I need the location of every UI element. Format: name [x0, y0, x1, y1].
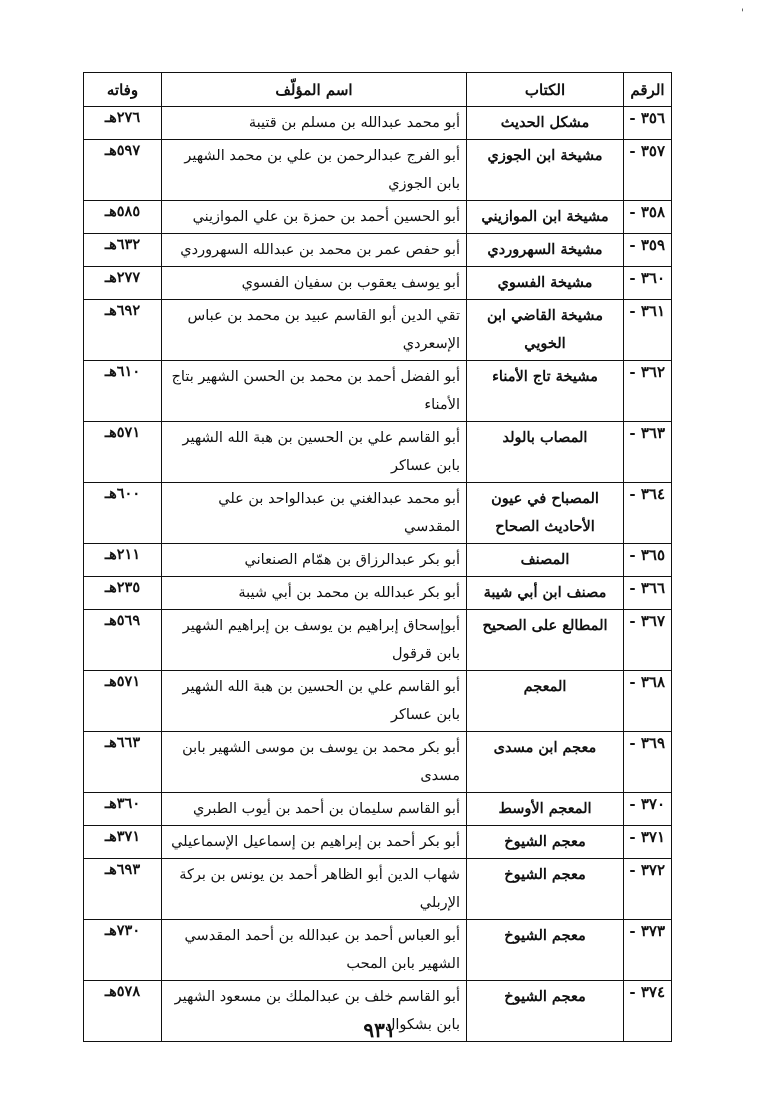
references-table	[83, 72, 672, 1042]
table-row	[84, 422, 672, 483]
row-author: أبو القاسم سليمان بن أحمد بن أيوب الطبري	[162, 793, 467, 826]
row-book: معجم الشيوخ	[467, 981, 624, 1042]
row-death: ٢٧٧هـ	[84, 267, 162, 300]
row-author: تقي الدين أبو القاسم عبيد بن محمد بن عباس الإسعردي	[162, 300, 467, 361]
row-number: ٣٥٧ -	[624, 140, 672, 201]
row-author: أبو يوسف يعقوب بن سفيان الفسوي	[162, 267, 467, 300]
table-row	[84, 140, 672, 201]
row-death: ٦٩٣هـ	[84, 859, 162, 920]
row-book: مصنف ابن أبي شيبة	[467, 577, 624, 610]
row-death: ٥٨٥هـ	[84, 201, 162, 234]
table-row	[84, 361, 672, 422]
row-author: أبو بكر محمد بن يوسف بن موسى الشهير بابن مسدى	[162, 732, 467, 793]
row-author: أبو بكر عبدالله بن محمد بن أبي شيبة	[162, 577, 467, 610]
row-number: ٣٧٠ -	[624, 793, 672, 826]
row-book: المصنف	[467, 544, 624, 577]
row-author: أبوإسحاق إبراهيم بن يوسف بن إبراهيم الشهير بابن قرقول	[162, 610, 467, 671]
row-number: ٣٦٤ -	[624, 483, 672, 544]
row-book: معجم الشيوخ	[467, 826, 624, 859]
row-number: ٣٦٦ -	[624, 577, 672, 610]
row-book: مشيخة ابن الموازيني	[467, 201, 624, 234]
row-number: ٣٦٠ -	[624, 267, 672, 300]
row-death: ٦١٠هـ	[84, 361, 162, 422]
row-number: ٣٥٩ -	[624, 234, 672, 267]
row-death: ٥٧٨هـ	[84, 981, 162, 1042]
row-author: أبو العباس أحمد بن عبدالله بن أحمد المقدسي الشهير بابن المحب	[162, 920, 467, 981]
row-book: معجم الشيوخ	[467, 920, 624, 981]
row-number: ٣٦٣ -	[624, 422, 672, 483]
row-book: المصاب بالولد	[467, 422, 624, 483]
header-death: وفاته	[84, 73, 162, 107]
row-number: ٣٦٢ -	[624, 361, 672, 422]
table-row	[84, 793, 672, 826]
row-number: ٣٥٦ -	[624, 107, 672, 140]
table-row	[84, 544, 672, 577]
row-book: المعجم	[467, 671, 624, 732]
row-death: ٦٠٠هـ	[84, 483, 162, 544]
row-death: ٦٣٢هـ	[84, 234, 162, 267]
row-author: أبو القاسم علي بن الحسين بن هبة الله الشهير بابن عساكر	[162, 422, 467, 483]
table-row	[84, 201, 672, 234]
row-number: ٣٧٤ -	[624, 981, 672, 1042]
table-row	[84, 107, 672, 140]
table-row	[84, 577, 672, 610]
table-row	[84, 859, 672, 920]
row-number: ٣٦٩ -	[624, 732, 672, 793]
row-author: أبو القاسم خلف بن عبدالملك بن مسعود الشهير بابن بشكوال	[162, 981, 467, 1042]
row-author: أبو الفضل أحمد بن محمد بن الحسن الشهير بتاج الأمناء	[162, 361, 467, 422]
table-row	[84, 732, 672, 793]
table-row	[84, 610, 672, 671]
row-author: أبو القاسم علي بن الحسين بن هبة الله الشهير بابن عساكر	[162, 671, 467, 732]
corner-mark: '	[741, 8, 744, 19]
table-row	[84, 920, 672, 981]
row-number: ٣٦١ -	[624, 300, 672, 361]
row-number: ٣٦٥ -	[624, 544, 672, 577]
row-book: المصباح في عيون الأحاديث الصحاح	[467, 483, 624, 544]
row-book: مشيخة السهروردي	[467, 234, 624, 267]
row-book: معجم الشيوخ	[467, 859, 624, 920]
row-death: ٥٧١هـ	[84, 422, 162, 483]
table-row	[84, 267, 672, 300]
page-number: ٩٣١	[363, 1018, 396, 1042]
row-death: ٦٦٣هـ	[84, 732, 162, 793]
row-number: ٣٧٣ -	[624, 920, 672, 981]
row-book: المعجم الأوسط	[467, 793, 624, 826]
row-death: ٢١١هـ	[84, 544, 162, 577]
row-death: ٣٧١هـ	[84, 826, 162, 859]
row-number: ٣٧٢ -	[624, 859, 672, 920]
row-book: مشيخة تاج الأمناء	[467, 361, 624, 422]
row-death: ٦٩٢هـ	[84, 300, 162, 361]
row-death: ٢٣٥هـ	[84, 577, 162, 610]
row-death: ٢٧٦هـ	[84, 107, 162, 140]
table-row	[84, 234, 672, 267]
header-book: الكتاب	[467, 73, 624, 107]
table-row	[84, 483, 672, 544]
row-author: أبو محمد عبدالغني بن عبدالواحد بن علي المقدسي	[162, 483, 467, 544]
header-number: الرقم	[624, 73, 672, 107]
row-death: ٥٧١هـ	[84, 671, 162, 732]
row-book: مشيخة الفسوي	[467, 267, 624, 300]
table-row	[84, 671, 672, 732]
row-death: ٧٣٠هـ	[84, 920, 162, 981]
table-row	[84, 826, 672, 859]
header-author: اسم المؤلّف	[162, 73, 467, 107]
row-author: أبو حفص عمر بن محمد بن عبدالله السهروردي	[162, 234, 467, 267]
header-row	[84, 73, 672, 107]
row-number: ٣٦٧ -	[624, 610, 672, 671]
row-book: مشيخة ابن الجوزي	[467, 140, 624, 201]
row-book: مشيخة القاضي ابن الخويي	[467, 300, 624, 361]
row-author: أبو بكر عبدالرزاق بن همّام الصنعاني	[162, 544, 467, 577]
row-death: ٣٦٠هـ	[84, 793, 162, 826]
row-number: ٣٥٨ -	[624, 201, 672, 234]
row-author: أبو محمد عبدالله بن مسلم بن قتيبة	[162, 107, 467, 140]
table-row	[84, 300, 672, 361]
row-book: مشكل الحديث	[467, 107, 624, 140]
row-number: ٣٦٨ -	[624, 671, 672, 732]
row-number: ٣٧١ -	[624, 826, 672, 859]
row-death: ٥٦٩هـ	[84, 610, 162, 671]
row-book: معجم ابن مسدى	[467, 732, 624, 793]
row-author: أبو بكر أحمد بن إبراهيم بن إسماعيل الإسماعيلي	[162, 826, 467, 859]
row-author: أبو الفرج عبدالرحمن بن علي بن محمد الشهير بابن الجوزي	[162, 140, 467, 201]
row-author: شهاب الدين أبو الظاهر أحمد بن يونس بن بركة الإربلي	[162, 859, 467, 920]
row-book: المطالع على الصحيح	[467, 610, 624, 671]
row-author: أبو الحسين أحمد بن حمزة بن علي الموازيني	[162, 201, 467, 234]
row-death: ٥٩٧هـ	[84, 140, 162, 201]
